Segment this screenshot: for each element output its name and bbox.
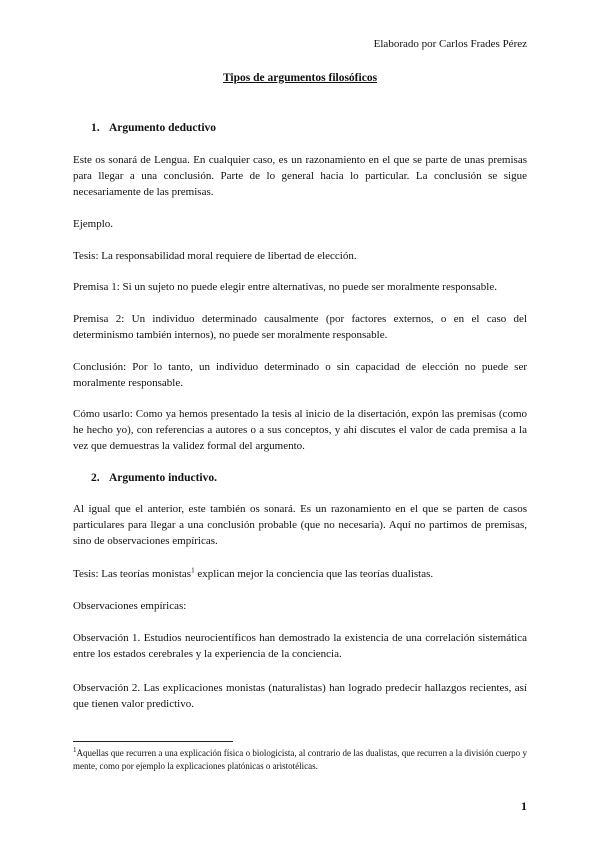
footnote [73, 747, 527, 773]
section-1-heading [91, 122, 216, 134]
section-1-number: 1. [91, 122, 100, 134]
premise-1: Premisa 1: Si un sujeto no puede elegir entre alternativas, no puede ser moralmente responsable. [73, 281, 497, 293]
observation-1: Observación 1. Estudios neurocientíficos han demostrado la existencia de una correlación sistemática entre los estados cerebrales y la experiencia de la conciencia. [73, 632, 527, 660]
page-title: Tipos de argumentos filosóficos [222, 72, 378, 84]
page-number: 1 [521, 799, 527, 813]
how-to-use: Cómo usarlo: Como ya hemos presentado la tesis al inicio de la disertación, expón las premisas (como he hecho yo), con referencias a autores o a sus conceptos, y ahí discutes el valor de cada premisa a la vez que demuestras la validez formal del argumento. [73, 408, 527, 452]
thesis-text-start: Tesis: Las teorías monistas [73, 568, 192, 580]
section-1-title: Argumento deductivo [109, 122, 217, 134]
conclusion: Conclusión: Por lo tanto, un individuo determinado o sin capacidad de elección no puede ser moralmente responsable. [73, 361, 527, 389]
section-2-thesis [73, 566, 527, 582]
footnote-divider [73, 741, 233, 742]
premise-2: Premisa 2: Un individuo determinado causalmente (por factores externos, o en el caso del determinismo también internos), no puede ser moralmente responsable. [73, 313, 527, 341]
footnote-marker: 1 [73, 746, 77, 754]
footnote-reference[interactable]: 1 [191, 566, 195, 575]
section-1-thesis: Tesis: La responsabilidad moral requiere de libertad de elección. [73, 250, 357, 262]
section-2-number: 2. [91, 472, 100, 484]
section-2-intro: Al igual que el anterior, este también os sonará. Es un razonamiento en el que se parten de casos particulares para llegar a una conclusión probable (que no necesaria). Aquí no partimos de premisas, sino de observaciones empíricas. [73, 503, 527, 547]
section-2-heading [91, 472, 217, 484]
section-2-title: Argumento inductivo. [109, 472, 217, 484]
section-1-intro: Este os sonará de Lengua. En cualquier caso, es un razonamiento en el que se parte de unas premisas para llegar a una conclusión. Parte de lo general hacia lo particular. La conclusión se sigue necesariamente de las premisas. [73, 154, 527, 198]
observation-2: Observación 2. Las explicaciones monistas (naturalistas) han logrado predecir hallazgos recientes, así que tienen valor predictivo. [73, 682, 527, 710]
observations-label: Observaciones empíricas: [73, 600, 187, 612]
thesis-text-end: explican mejor la conciencia que las teorías dualistas. [194, 568, 434, 580]
footnote-text: Aquellas que recurren a una explicación física o biologicista, al contrario de las dualistas, que recurren a la división cuerpo y mente, como por ejemplo la explicaciones platónicas o aristotélicas. [73, 748, 527, 771]
example-label: Ejemplo. [73, 218, 114, 230]
header-author: Elaborado por Carlos Frades Pérez [373, 38, 527, 50]
